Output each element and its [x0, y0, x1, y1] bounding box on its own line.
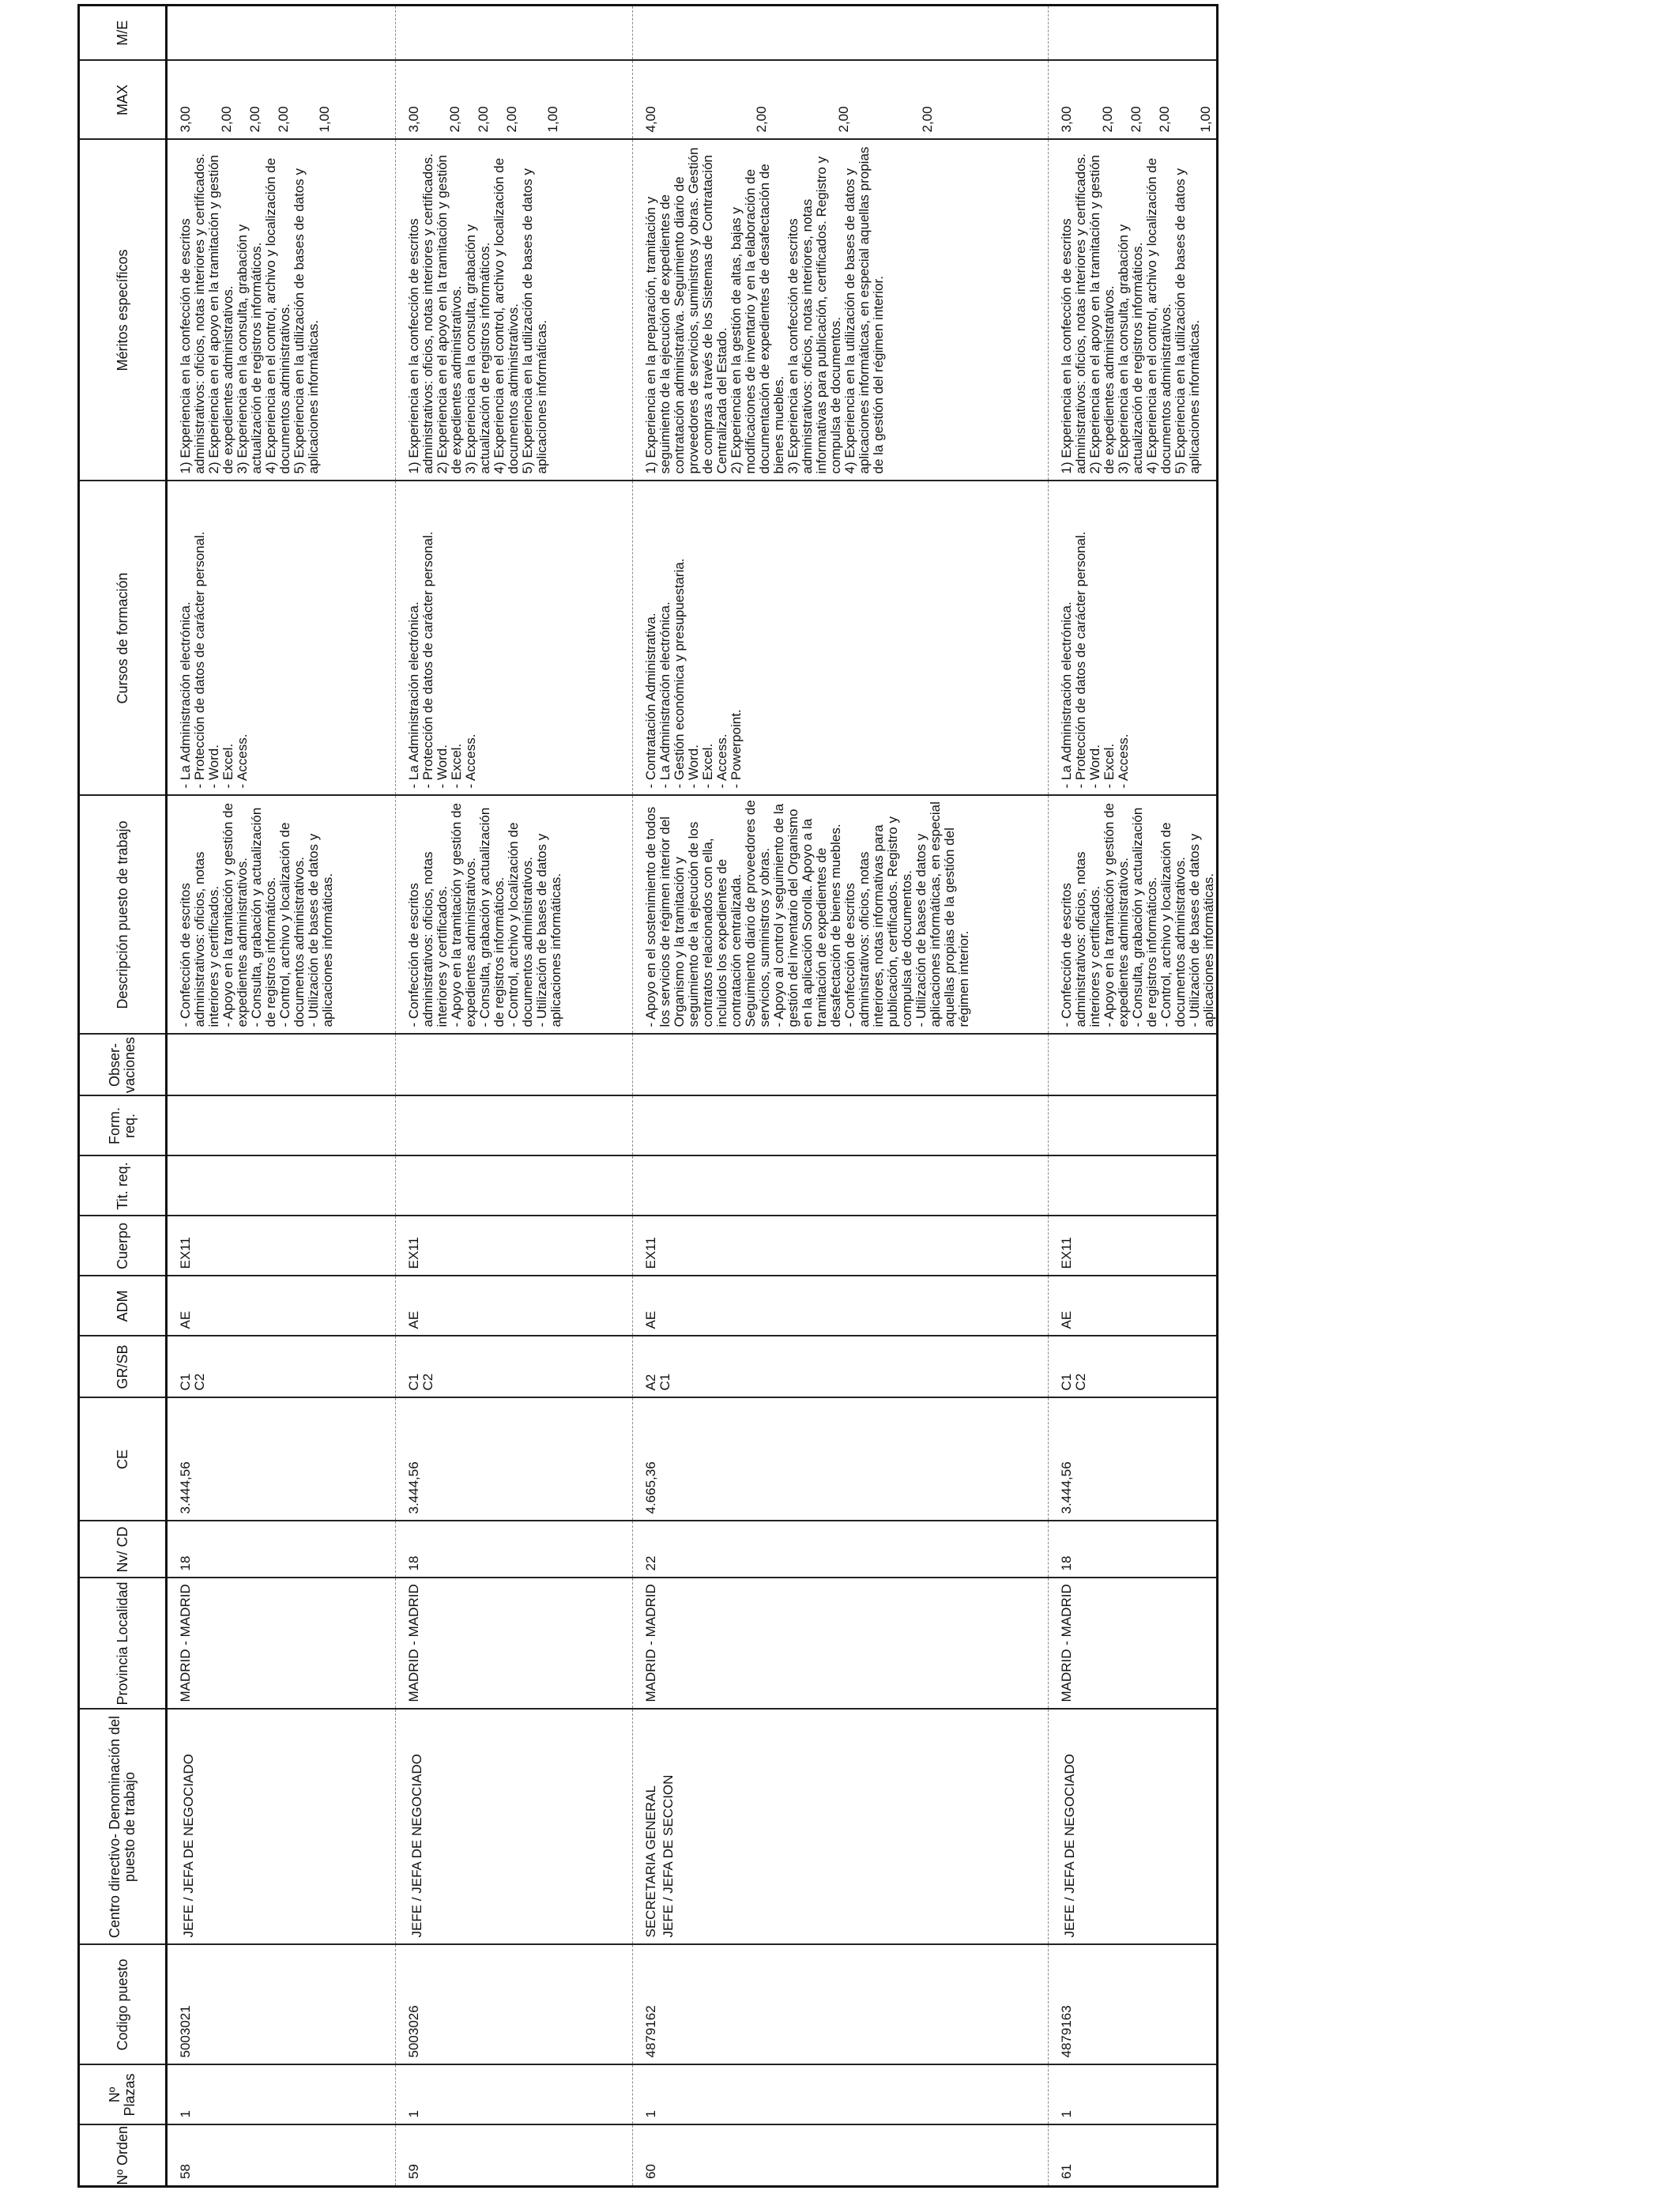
tit-cell [1049, 1157, 1060, 1216]
meritos-cell: 1) Experiencia en la confección de escritos administrativos: oficios, notas interiores y certificados. 2) Experiencia en el apoyo en la tramitación y gestión de expedientes administrativos. 3) Experiencia en la consulta, grabación y actualización de registros informáticos. 4) Experiencia en el control, archivo y localización de documentos administrativos. 5) Experiencia en la utilización de bases de datos y aplicaciones informáticas. [406, 153, 550, 474]
max-value: 1,00 [545, 106, 560, 133]
cuerpo-cell: EX11 [643, 1237, 658, 1269]
me-cell [396, 6, 407, 60]
form-cell [396, 1097, 407, 1155]
descripcion-cell: - Apoyo en el sostenimiento de todos los servicios de régimen interior del Organismo y la tramitación y seguimiento de la ejecución de los contratos relacionados con ella, incluidos los expedientes de contratación centralizada. Seguimiento diario de proveedores de servicios, suministros y obras. - Apoyo al control y seguimiento de la gestión del inventario del Organismo en la aplicación Sorolla. Apoyo a la tramitación de expedientes de desafectación de bienes muebles. - Confección de escritos administrativos: oficios, notas interiores, notas informativas para publicación, certificados. Registro y compulsa de documentos. - Utilización de bases de datos y aplicaciones informáticas, en especial aquellas propias de la gestión del régimen interior. [643, 800, 972, 1027]
max-value: 2,00 [754, 106, 769, 133]
descripcion-cell: - Confección de escritos administrativos: oficios, notas interiores y certificados. - Apoyo en la tramitación y gestión de expedientes administrativos. - Consulta, grabación y actualización de registros informáticos. - Control, archivo y localización de documentos administrativos. - Utilización de bases de datos y aplicaciones informáticas. [406, 803, 564, 1027]
orden-cell: 58 [178, 2164, 193, 2179]
codigo-cell: 4879163 [1059, 2005, 1074, 2058]
header-obs: Obser- vaciones [79, 1035, 167, 1096]
centro-directivo: SECRETARIA GENERAL [643, 1785, 658, 1938]
provincia-cell: MADRID - MADRID [643, 1584, 658, 1702]
header-row [79, 6, 167, 2187]
obs-cell [396, 1035, 407, 1095]
header-codigo: Codigo puesto [79, 1945, 167, 2065]
header-nivel: Nv/ CD [79, 1521, 167, 1578]
max-value: 3,00 [406, 106, 421, 133]
header-descripcion: Descripción puesto de trabajo [79, 796, 167, 1035]
max-value: 1,00 [317, 106, 332, 133]
table-row [167, 6, 396, 2187]
codigo-cell: 5003021 [178, 2005, 193, 2058]
obs-cell [633, 1035, 644, 1095]
obs-cell [1049, 1035, 1060, 1095]
nivel-cell: 18 [1059, 1555, 1074, 1571]
tit-cell [396, 1157, 407, 1216]
header-me: M/E [79, 6, 167, 61]
max-cell [1049, 62, 1213, 139]
nivel-cell: 18 [406, 1555, 421, 1571]
max-cell [633, 62, 935, 139]
plazas-cell: 1 [1059, 2110, 1074, 2118]
plazas-cell: 1 [406, 2110, 421, 2118]
ce-cell: 3.444,56 [1059, 1461, 1074, 1514]
denominacion: JEFE / JEFA DE SECCION [661, 1774, 676, 1938]
nivel-cell: 22 [643, 1555, 658, 1571]
max-value: 2,00 [247, 106, 262, 133]
cursos-cell: - La Administración electrónica. - Protección de datos de carácter personal. - Word. - Excel. - Access. [178, 531, 250, 789]
plazas-cell: 1 [178, 2110, 193, 2118]
header-form: Form. req. [79, 1096, 167, 1156]
header-max: MAX [79, 61, 167, 140]
plazas-cell: 1 [643, 2110, 658, 2118]
header-grsb: GR/SB [79, 1336, 167, 1398]
provincia-cell: MADRID - MADRID [406, 1584, 421, 1702]
header-tit: Tit. req. [79, 1156, 167, 1216]
max-value: 2,00 [447, 106, 462, 133]
table-row [1049, 6, 1218, 2187]
max-value: 1,00 [1198, 106, 1213, 133]
meritos-cell: 1) Experiencia en la confección de escritos administrativos: oficios, notas interiores y certificados. 2) Experiencia en el apoyo en la tramitación y gestión de expedientes administrativos. 3) Experiencia en la consulta, grabación y actualización de registros informáticos. 4) Experiencia en el control, archivo y localización de documentos administrativos. 5) Experiencia en la utilización de bases de datos y aplicaciones informáticas. [178, 153, 322, 474]
ce-cell: 3.444,56 [178, 1461, 193, 1514]
max-value: 2,00 [476, 106, 491, 133]
header-centro: Centro directivo- Denominación del puesto de trabajo [79, 1710, 167, 1945]
table-row [396, 6, 633, 2187]
header-cursos: Cursos de formación [79, 481, 167, 796]
nivel-cell: 18 [178, 1555, 193, 1571]
meritos-cell: 1) Experiencia en la preparación, tramitación y seguimiento de la ejecución de expedientes de contratación administrativa. Seguimiento diario de proveedores de servicios, suministros y obras. Gestión de compras a través de los Sistemas de Contratación Centralizada del Estado. 2) Experiencia en la gestión de altas, bajas y modificaciones de inventario y en la elaboración de documentación de expedientes de desafectación de bienes muebles. 3) Experiencia en la confección de escritos administrativos: oficios, notas interiores, notas informativas para publicación, certificados. Registro y compulsa de documentos. 4) Experiencia en la utilización de bases de datos y aplicaciones informáticas, en especial aquellas propias de la gestión del régimen interior. [643, 146, 887, 474]
header-ce: CE [79, 1398, 167, 1521]
grsb-cell: C1 C2 [1059, 1373, 1089, 1391]
form-cell [633, 1097, 644, 1155]
form-cell [168, 1097, 179, 1155]
table-row [633, 6, 1049, 2187]
header-plazas: Nº Plazas [79, 2065, 167, 2125]
max-value: 2,00 [276, 106, 291, 133]
centro-cell [1049, 1710, 1077, 1944]
cursos-cell: - Contratación Administrativa. - La Administración electrónica. - Gestión económica y presupuestaria. - Word. - Excel. - Access. - Powerpoint. [643, 558, 744, 789]
max-value: 2,00 [920, 106, 935, 133]
grsb-cell: A2 C1 [643, 1373, 673, 1391]
denominacion: JEFE / JEFA DE NEGOCIADO [1062, 1754, 1077, 1938]
centro-cell [633, 1710, 676, 1944]
tit-cell [168, 1157, 179, 1216]
cuerpo-cell: EX11 [1059, 1237, 1074, 1269]
cursos-cell: - La Administración electrónica. - Protección de datos de carácter personal. - Word. - Excel. - Access. [1059, 531, 1132, 789]
descripcion-cell: - Confección de escritos administrativos: oficios, notas interiores y certificados. - Apoyo en la tramitación y gestión de expedientes administrativos. - Consulta, grabación y actualización de registros informáticos. - Control, archivo y localización de documentos administrativos. - Utilización de bases de datos y aplicaciones informáticas. [1059, 803, 1217, 1027]
centro-cell [168, 1710, 196, 1944]
me-cell [1049, 6, 1060, 60]
ce-cell: 3.444,56 [406, 1461, 421, 1514]
orden-cell: 59 [406, 2164, 421, 2179]
codigo-cell: 5003026 [406, 2005, 421, 2058]
denominacion: JEFE / JEFA DE NEGOCIADO [181, 1754, 196, 1938]
grsb-cell: C1 C2 [178, 1373, 208, 1391]
adm-cell: AE [178, 1310, 193, 1329]
descripcion-cell: - Confección de escritos administrativos: oficios, notas interiores y certificados. - Apoyo en la tramitación y gestión de expedientes administrativos. - Consulta, grabación y actualización de registros informáticos. - Control, archivo y localización de documentos administrativos. - Utilización de bases de datos y aplicaciones informáticas. [178, 803, 336, 1027]
provincia-cell: MADRID - MADRID [178, 1584, 193, 1702]
adm-cell: AE [1059, 1310, 1074, 1329]
obs-cell [168, 1035, 179, 1095]
max-value: 2,00 [1157, 106, 1172, 133]
max-cell [396, 62, 560, 139]
ce-cell: 4.665,36 [643, 1461, 658, 1514]
provincia-cell: MADRID - MADRID [1059, 1584, 1074, 1702]
adm-cell: AE [643, 1310, 658, 1329]
orden-cell: 61 [1059, 2164, 1074, 2179]
max-cell [168, 62, 332, 139]
max-value: 2,00 [219, 106, 234, 133]
header-orden: Nº Orden [79, 2125, 167, 2187]
adm-cell: AE [406, 1310, 421, 1329]
codigo-cell: 4879162 [643, 2005, 658, 2058]
max-value: 2,00 [504, 106, 519, 133]
header-cuerpo: Cuerpo [79, 1216, 167, 1276]
form-cell [1049, 1097, 1060, 1155]
centro-cell [396, 1710, 424, 1944]
header-meritos: Méritos específicos [79, 140, 167, 481]
max-value: 3,00 [1059, 106, 1074, 133]
max-value: 2,00 [836, 106, 851, 133]
tit-cell [633, 1157, 644, 1216]
cursos-cell: - La Administración electrónica. - Protección de datos de carácter personal. - Word. - Excel. - Access. [406, 531, 479, 789]
header-adm: ADM [79, 1276, 167, 1336]
job-positions-table [77, 4, 1219, 2188]
cuerpo-cell: EX11 [406, 1237, 421, 1269]
max-value: 3,00 [178, 106, 193, 133]
header-provincia: Provincia Localidad [79, 1578, 167, 1710]
me-cell [633, 6, 644, 60]
denominacion: JEFE / JEFA DE NEGOCIADO [409, 1754, 424, 1938]
rotated-page [77, 6, 1217, 2188]
max-value: 2,00 [1128, 106, 1143, 133]
cuerpo-cell: EX11 [178, 1237, 193, 1269]
meritos-cell: 1) Experiencia en la confección de escritos administrativos: oficios, notas interiores y certificados. 2) Experiencia en el apoyo en la tramitación y gestión de expedientes administrativos. 3) Experiencia en la consulta, grabación y actualización de registros informáticos. 4) Experiencia en el control, archivo y localización de documentos administrativos. 5) Experiencia en la utilización de bases de datos y aplicaciones informáticas. [1059, 153, 1203, 474]
grsb-cell: C1 C2 [406, 1373, 436, 1391]
max-value: 4,00 [643, 106, 658, 133]
orden-cell: 60 [643, 2164, 658, 2179]
max-value: 2,00 [1100, 106, 1115, 133]
me-cell [168, 6, 179, 60]
